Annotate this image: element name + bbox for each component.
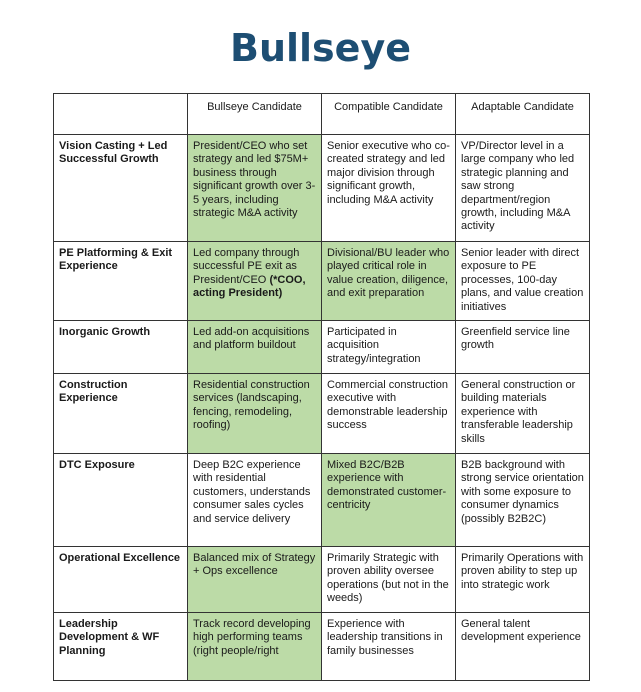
table-row xyxy=(54,135,590,242)
cell-compatible: Commercial construction executive with demonstrable leadership success xyxy=(322,374,456,454)
row-label: Vision Casting + Led Successful Growth xyxy=(54,135,188,242)
table-row xyxy=(54,321,590,374)
header-cell-empty xyxy=(54,94,188,135)
candidate-matrix-table xyxy=(53,93,590,681)
cell-text: Led company through successful PE exit as President/CEO xyxy=(193,247,300,286)
cell-bullseye: President/CEO who set strategy and led $75M+ business through significant growth over 3-5 years, including strategic M&A activity xyxy=(188,135,322,242)
cell-compatible: Divisional/BU leader who played critical role in value creation, diligence, and exit preparation xyxy=(322,242,456,321)
cell-bold-note: (*COO, acting President) xyxy=(193,273,306,300)
cell-bullseye: Track record developing high performing teams (right people/right xyxy=(188,613,322,681)
cell-bullseye: Deep B2C experience with residential customers, understands consumer sales cycles and service delivery xyxy=(188,454,322,547)
cell-bullseye: Balanced mix of Strategy + Ops excellence xyxy=(188,547,322,613)
table-row xyxy=(54,374,590,454)
cell-compatible: Senior executive who co-created strategy and led major division through significant growth, including M&A activity xyxy=(322,135,456,242)
cell-compatible: Experience with leadership transitions in family businesses xyxy=(322,613,456,681)
cell-adaptable: General construction or building materials experience with transferable leadership skills xyxy=(456,374,590,454)
cell-adaptable: Greenfield service line growth xyxy=(456,321,590,374)
table-row xyxy=(54,547,590,613)
cell-bullseye: Led add-on acquisitions and platform buildout xyxy=(188,321,322,374)
cell-adaptable: B2B background with strong service orientation with some exposure to consumer dynamics (possibly B2B2C) xyxy=(456,454,590,547)
cell-adaptable: Primarily Operations with proven ability to step up into strategic work xyxy=(456,547,590,613)
header-row xyxy=(54,94,590,135)
row-label: PE Platforming & Exit Experience xyxy=(54,242,188,321)
header-cell-compatible: Compatible Candidate xyxy=(322,94,456,135)
cell-bullseye: Residential construction services (landscaping, fencing, remodeling, roofing) xyxy=(188,374,322,454)
cell-adaptable: General talent development experience xyxy=(456,613,590,681)
row-label: Inorganic Growth xyxy=(54,321,188,374)
table-row xyxy=(54,242,590,321)
cell-compatible: Primarily Strategic with proven ability oversee operations (but not in the weeds) xyxy=(322,547,456,613)
cell-adaptable: Senior leader with direct exposure to PE processes, 100-day plans, and value creation initiatives xyxy=(456,242,590,321)
row-label: DTC Exposure xyxy=(54,454,188,547)
table-row xyxy=(54,454,590,547)
row-label: Leadership Development & WF Planning xyxy=(54,613,188,681)
row-label: Operational Excellence xyxy=(54,547,188,613)
page-title: Bullseye xyxy=(229,26,411,70)
header-cell-adaptable: Adaptable Candidate xyxy=(456,94,590,135)
row-label: Construction Experience xyxy=(54,374,188,454)
header-cell-bullseye: Bullseye Candidate xyxy=(188,94,322,135)
cell-compatible: Participated in acquisition strategy/integration xyxy=(322,321,456,374)
cell-bullseye xyxy=(188,242,322,321)
table-row xyxy=(54,613,590,681)
cell-adaptable: VP/Director level in a large company who led strategic planning and saw strong department/region growth, including M&A activity xyxy=(456,135,590,242)
cell-compatible: Mixed B2C/B2B experience with demonstrated customer-centricity xyxy=(322,454,456,547)
